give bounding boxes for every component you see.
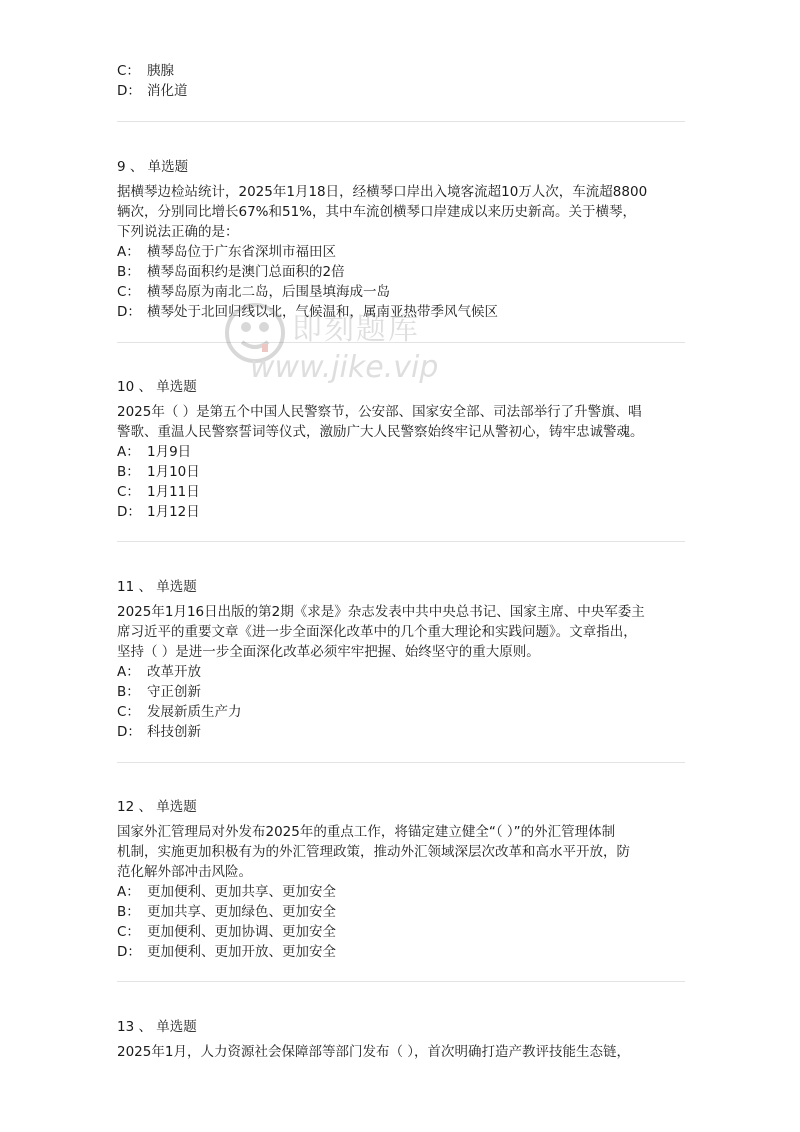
option-text: 消化道 — [147, 83, 188, 99]
option-a[interactable] — [117, 442, 191, 462]
question-header: 9 、 单选题 — [117, 159, 189, 175]
option-d[interactable] — [117, 302, 498, 322]
option-d[interactable] — [117, 81, 188, 101]
option-text: 更加便利、更加共享、更加安全 — [147, 884, 336, 900]
question-header: 11 、 单选题 — [117, 579, 197, 595]
option-text: 横琴岛位于广东省深圳市福田区 — [147, 244, 336, 260]
option-label: D： — [117, 304, 141, 320]
option-text: 1月12日 — [147, 504, 200, 520]
stem-line: 2025年1月16日出版的第2期《求是》杂志发表中共中央总书记、国家主席、中央军委主 — [117, 604, 645, 620]
option-d[interactable] — [117, 722, 201, 742]
stem-line: 警歌、重温人民警察誓词等仪式，激励广大人民警察始终牢记从警初心，铸牢忠诚警魂。 — [117, 424, 644, 440]
stem-line: 坚持（ ）是进一步全面深化改革必须牢牢把握、始终坚守的重大原则。 — [117, 644, 540, 660]
option-label: C： — [117, 704, 140, 720]
stem-line: 辆次，分别同比增长67%和51%，其中车流创横琴口岸建成以来历史新高。关于横琴， — [117, 204, 637, 220]
question-stem — [117, 402, 689, 442]
divider — [117, 762, 685, 763]
option-label: D： — [117, 724, 141, 740]
option-c[interactable] — [117, 922, 336, 942]
option-label: A： — [117, 244, 140, 260]
option-text: 横琴岛面积约是澳门总面积的2倍 — [147, 264, 345, 280]
option-label: D： — [117, 83, 141, 99]
stem-line: 国家外汇管理局对外发布2025年的重点工作，将锚定建立健全“（ ）”的外汇管理体制 — [117, 824, 616, 840]
option-text: 更加共享、更加绿色、更加安全 — [147, 904, 336, 920]
option-b[interactable] — [117, 902, 336, 922]
option-c[interactable] — [117, 61, 174, 81]
divider — [117, 121, 685, 122]
option-label: C： — [117, 924, 140, 940]
question-header: 10 、 单选题 — [117, 379, 197, 395]
option-label: C： — [117, 284, 140, 300]
option-text: 横琴岛原为南北二岛，后围垦填海成一岛 — [147, 284, 390, 300]
option-text: 1月9日 — [147, 444, 192, 460]
question-header: 13 、 单选题 — [117, 1019, 197, 1035]
option-text: 1月11日 — [147, 484, 200, 500]
option-label: A： — [117, 884, 140, 900]
option-text: 科技创新 — [147, 724, 201, 740]
divider — [117, 342, 685, 343]
stem-line: 下列说法正确的是： — [117, 224, 239, 240]
option-label: C： — [117, 63, 140, 79]
divider — [117, 981, 685, 982]
option-label: D： — [117, 504, 141, 520]
option-c[interactable] — [117, 702, 242, 722]
option-b[interactable] — [117, 462, 200, 482]
stem-line: 机制，实施更加积极有为的外汇管理政策，推动外汇领域深层次改革和高水平开放，防 — [117, 844, 630, 860]
question-stem — [117, 602, 689, 662]
option-c[interactable] — [117, 482, 200, 502]
option-label: A： — [117, 664, 140, 680]
question-stem — [117, 822, 689, 882]
watermark-name: 即刻题库 — [292, 312, 420, 347]
option-label: D： — [117, 944, 141, 960]
option-label: C： — [117, 484, 140, 500]
option-d[interactable] — [117, 942, 336, 962]
option-text: 改革开放 — [147, 664, 201, 680]
option-a[interactable] — [117, 662, 201, 682]
question-header: 12 、 单选题 — [117, 799, 197, 815]
option-text: 发展新质生产力 — [147, 704, 242, 720]
stem-line: 2025年1月，人力资源社会保障部等部门发布（ ），首次明确打造产教评技能生态链， — [117, 1044, 630, 1060]
option-label: B： — [117, 264, 140, 280]
stem-line: 据横琴边检站统计，2025年1月18日，经横琴口岸出入境客流超10万人次，车流超8800 — [117, 184, 648, 200]
option-a[interactable] — [117, 242, 336, 262]
option-text: 更加便利、更加协调、更加安全 — [147, 924, 336, 940]
option-label: B： — [117, 684, 140, 700]
option-text: 守正创新 — [147, 684, 201, 700]
option-text: 胰腺 — [147, 63, 174, 79]
option-text: 横琴处于北回归线以北，气候温和，属南亚热带季风气候区 — [147, 304, 498, 320]
question-stem — [117, 182, 689, 242]
option-label: B： — [117, 464, 140, 480]
question-stem — [117, 1042, 689, 1062]
option-label: B： — [117, 904, 140, 920]
option-c[interactable] — [117, 282, 390, 302]
divider — [117, 541, 685, 542]
option-d[interactable] — [117, 502, 200, 522]
stem-line: 2025年（ ）是第五个中国人民警察节，公安部、国家安全部、司法部举行了升警旗、唱 — [117, 404, 642, 420]
option-text: 更加便利、更加开放、更加安全 — [147, 944, 336, 960]
option-b[interactable] — [117, 262, 345, 282]
stem-line: 席习近平的重要文章《进一步全面深化改革中的几个重大理论和实践问题》。文章指出， — [117, 624, 637, 640]
stem-line: 范化解外部冲击风险。 — [117, 864, 252, 880]
watermark-url: www.jike.vip — [250, 350, 439, 385]
option-label: A： — [117, 444, 140, 460]
option-b[interactable] — [117, 682, 201, 702]
option-a[interactable] — [117, 882, 336, 902]
option-text: 1月10日 — [147, 464, 200, 480]
